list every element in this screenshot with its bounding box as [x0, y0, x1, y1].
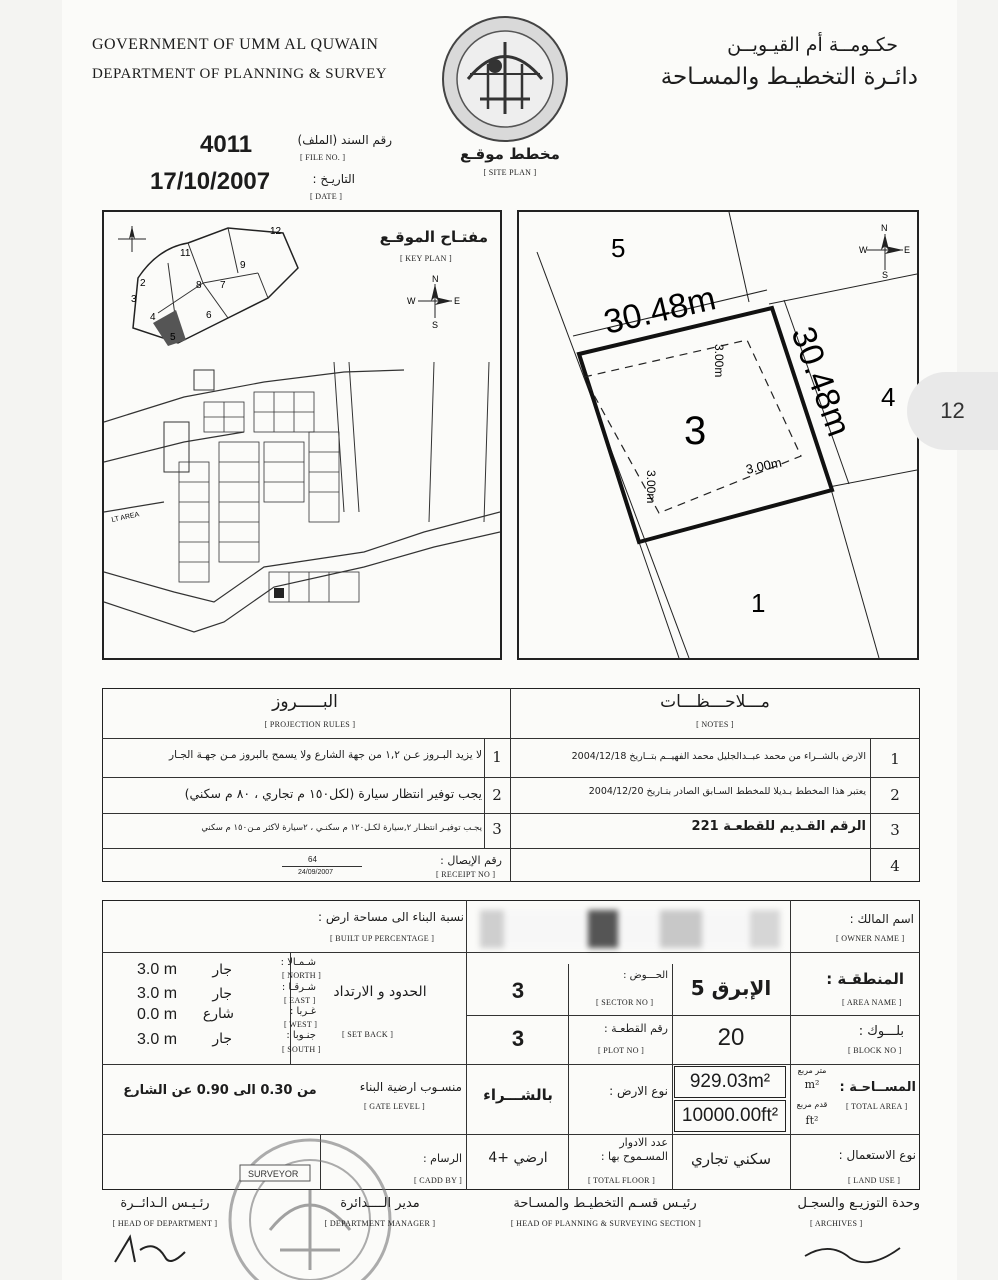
boundary-type: جار — [212, 962, 232, 978]
boundary-value: 3.0 m — [137, 1031, 178, 1048]
key-plan-location-map — [104, 362, 500, 658]
land-use-label-en: [ LAND USE ] — [848, 1176, 901, 1185]
built-up-label-ar: نسبة البناء الى مساحة ارض : — [317, 910, 464, 924]
svg-text:SURVEYOR: SURVEYOR — [248, 1169, 299, 1179]
boundary-direction-ar: شـمـالا : — [280, 957, 316, 968]
block-label-en: [ BLOCK NO ] — [848, 1046, 902, 1055]
svg-text:N: N — [432, 274, 439, 284]
gate-level-label-ar: منسـوب ارضية البناء — [359, 1080, 462, 1094]
area-name-label-en: [ AREA NAME ] — [842, 998, 902, 1007]
unit-m2-label-ar: متر مربع — [797, 1066, 827, 1075]
projection-notes-table — [102, 688, 920, 882]
boundary-type: جار — [212, 1031, 232, 1047]
area-name-label-ar: المنطقـة : — [826, 970, 904, 988]
key-plan-title-en: [ KEY PLAN ] — [400, 254, 452, 263]
site-plan-title-ar: مخطط موقـع — [460, 145, 560, 163]
plot-label-ar: رقم القطعـة : — [603, 1022, 668, 1035]
head-of-department-signature — [110, 1232, 190, 1272]
unit-m2: m² — [804, 1078, 820, 1091]
owner-name-redacted — [480, 910, 780, 948]
archives-signature — [800, 1236, 910, 1272]
notes-title-ar: مـــلاحـــظـــات — [660, 692, 770, 712]
projection-rule-num: 2 — [492, 786, 502, 804]
sector-label-9: 9 — [240, 260, 246, 271]
boundary-direction-en: [ WEST ] — [284, 1020, 318, 1029]
note-num: 1 — [890, 750, 900, 768]
signature-title-en: [ ARCHIVES ] — [810, 1219, 863, 1228]
boundary-direction-ar: شـرقـا : — [281, 982, 316, 993]
setback-right-label: 3.00m — [744, 454, 783, 477]
svg-text:N: N — [881, 223, 888, 233]
dimension-top: 30.48m — [600, 279, 720, 342]
note-num: 2 — [890, 786, 900, 804]
file-no-label-en: [ FILE NO. ] — [300, 153, 346, 162]
receipt-label-ar: رقم الإيصال : — [440, 854, 502, 867]
signature-title-ar: وحدة التوزيـع والسجـل — [797, 1196, 920, 1211]
date-label-ar: التاريـخ : — [312, 172, 355, 186]
department-name-ar: دائـرة التخطيـط والمسـاحة — [660, 64, 918, 90]
projection-rule-text: لا يزيد البـروز عـن ١,٢ من جهة الشارع ولا يسمح بالبروز مـن جهـة الجـار — [169, 749, 482, 761]
sector-label-3: 3 — [131, 294, 137, 305]
file-no-label-ar: رقم السند (الملف) — [297, 133, 392, 147]
svg-text:W: W — [859, 245, 868, 255]
unit-ft2-label-ar: قدم مربع — [796, 1100, 828, 1109]
key-plan-title-ar: مفتـاح الموقـع — [379, 228, 488, 246]
department-name-en: DEPARTMENT OF PLANNING & SURVEY — [92, 66, 388, 82]
svg-text:E: E — [904, 245, 911, 255]
total-floor-value: ارضي +4 — [488, 1150, 548, 1166]
area-m2-value: 929.03m² — [674, 1066, 786, 1098]
projection-rule-num: 1 — [492, 748, 502, 766]
boundary-direction-ar: جنـوبا : — [286, 1030, 316, 1041]
setback-label-en: [ SET BACK ] — [342, 1030, 394, 1039]
dimension-right: 30.48m — [783, 321, 858, 442]
sector-label-ar: الحـــوض : — [623, 970, 668, 981]
receipt-number: 64 — [308, 855, 317, 864]
owner-label-ar: اسم المالك : — [849, 912, 914, 926]
notes-title-en: [ NOTES ] — [696, 720, 734, 729]
setback-label-ar: الحدود و الارتداد — [333, 984, 427, 1000]
boundary-value: 3.0 m — [137, 961, 178, 978]
sector-label-12: 12 — [270, 226, 282, 237]
boundary-value: 3.0 m — [137, 985, 178, 1002]
signature-title-ar: رئـيـس الـدائــرة — [120, 1196, 210, 1211]
total-floor-label-en: [ TOTAL FLOOR ] — [588, 1176, 656, 1185]
block-value: 20 — [717, 1024, 745, 1051]
land-use-value: سكني تجاري — [690, 1150, 772, 1168]
projection-title-ar: البـــــروز — [272, 692, 338, 712]
note-num: 4 — [890, 857, 900, 875]
sector-label-2: 2 — [140, 278, 146, 289]
built-up-label-en: [ BUILT UP PERCENTAGE ] — [330, 934, 435, 943]
svg-text:E: E — [454, 296, 461, 306]
projection-title-en: [ PROJECTION RULES ] — [264, 720, 356, 729]
area-ft2-value: 10000.00ft² — [674, 1100, 786, 1132]
cadd-by-label-en: [ CADD BY ] — [414, 1176, 463, 1185]
signature-title-en: [ HEAD OF DEPARTMENT ] — [112, 1219, 218, 1228]
gate-level-label-en: [ GATE LEVEL ] — [364, 1102, 425, 1111]
svg-text:W: W — [407, 296, 416, 306]
block-label-ar: بلـــوك : — [858, 1024, 904, 1039]
department-emblem-logo — [440, 14, 570, 144]
receipt-label-en: [ RECEIPT NO ] — [436, 870, 496, 879]
total-area-label-en: [ TOTAL AREA ] — [846, 1102, 908, 1111]
plot-value: 3 — [511, 1026, 525, 1051]
sector-label-6: 6 — [206, 310, 212, 321]
page-number-badge[interactable]: 12 — [907, 372, 998, 450]
date-label-en: [ DATE ] — [310, 192, 343, 201]
boundary-direction-en: [ SOUTH ] — [282, 1045, 321, 1054]
land-type-value: بالشـــراء — [483, 1086, 553, 1104]
boundary-type: شارع — [202, 1006, 234, 1022]
boundary-value: 0.0 m — [137, 1006, 178, 1023]
plot-number: 3 — [684, 409, 707, 453]
svg-text:S: S — [432, 320, 439, 330]
neighbor-plot-south: 1 — [751, 588, 766, 618]
signature-title-en: [ DEPARTMENT MANAGER ] — [324, 1219, 436, 1228]
boundary-type: جار — [212, 986, 232, 1002]
signature-title-ar: رئيـس قسـم التخطيـط والمسـاحة — [513, 1196, 697, 1211]
sector-label-11: 11 — [180, 248, 191, 259]
total-floor-label-ar: عدد الادوار المسـموح بها : — [600, 1136, 668, 1163]
note-text: يعتبر هذا المخطط بـديلا للمخطط السـابق الصادر بتـاريخ 2004/12/20 — [588, 786, 866, 797]
file-number: 4011 — [200, 131, 253, 158]
sector-label-8: 8 — [196, 280, 202, 291]
projection-rule-text: يجب توفير انتظار سيارة (لكل١٥٠ م تجاري ، ٨٠ م سكني) — [184, 786, 482, 801]
setback-left-label: 3.00m — [644, 470, 658, 504]
neighbor-plot-east: 4 — [881, 382, 896, 412]
sector-label-7: 7 — [220, 280, 226, 291]
gate-level-value: من 0.30 الى 0.90 عن الشارع — [123, 1083, 317, 1098]
receipt-date: 24/09/2007 — [298, 869, 334, 876]
projection-rule-text: يجـب توفيـر انتظـار ٢,سيارة لكـل١٢٠ م سكنـي ، ٢سيارة لأكثر مـن١٥٠ م سكني — [201, 823, 482, 833]
cadd-by-label-ar: الرسام : — [422, 1152, 462, 1165]
boundary-direction-en: [ NORTH ] — [282, 971, 322, 980]
sector-label-5: 5 — [170, 332, 176, 343]
note-num: 3 — [890, 821, 900, 839]
site-plan-title-en: [ SITE PLAN ] — [483, 168, 537, 177]
boundary-direction-ar: غـربا : — [289, 1006, 316, 1017]
neighbor-plot-north: 5 — [611, 233, 626, 263]
site-plan-drawing — [519, 212, 917, 658]
signature-title-en: [ HEAD OF PLANNING & SURVEYING SECTION ] — [510, 1219, 702, 1228]
government-name-ar: حكـومــة أم القيـويــن — [727, 34, 898, 56]
owner-label-en: [ OWNER NAME ] — [836, 934, 905, 943]
svg-text:S: S — [882, 270, 889, 280]
government-name-en: GOVERNMENT OF UMM AL QUWAIN — [92, 36, 379, 53]
boundary-direction-en: [ EAST ] — [284, 996, 316, 1005]
key-plan-compass-icon — [405, 272, 465, 330]
sector-label-4: 4 — [150, 312, 156, 323]
plot-label-en: [ PLOT NO ] — [598, 1046, 645, 1055]
land-type-label-ar: نوع الارض : — [609, 1084, 668, 1098]
key-plan-small-compass-icon — [114, 224, 150, 254]
note-text: الارض بالشــراء من محمد عبــدالجليل محمد الفهيــم بتــاريخ 2004/12/18 — [571, 751, 866, 762]
sector-label-en: [ SECTOR NO ] — [596, 998, 654, 1007]
land-use-label-ar: نوع الاستعمال : — [838, 1148, 916, 1162]
signature-title-ar: مدير الــــدائرة — [340, 1196, 420, 1211]
total-area-label-ar: المســاحـة : — [839, 1080, 916, 1095]
note-text: الرقم القـديم للقطعـة 221 — [691, 819, 866, 834]
setback-top-label: 3.00m — [712, 344, 726, 378]
sector-value: 3 — [511, 978, 525, 1003]
svg-text:LT AREA: LT AREA — [110, 511, 140, 524]
date-value: 17/10/2007 — [150, 168, 271, 195]
unit-ft2: ft² — [805, 1114, 819, 1127]
projection-rule-num: 3 — [492, 820, 502, 838]
area-name-value: الإبرق 5 — [690, 976, 772, 1000]
